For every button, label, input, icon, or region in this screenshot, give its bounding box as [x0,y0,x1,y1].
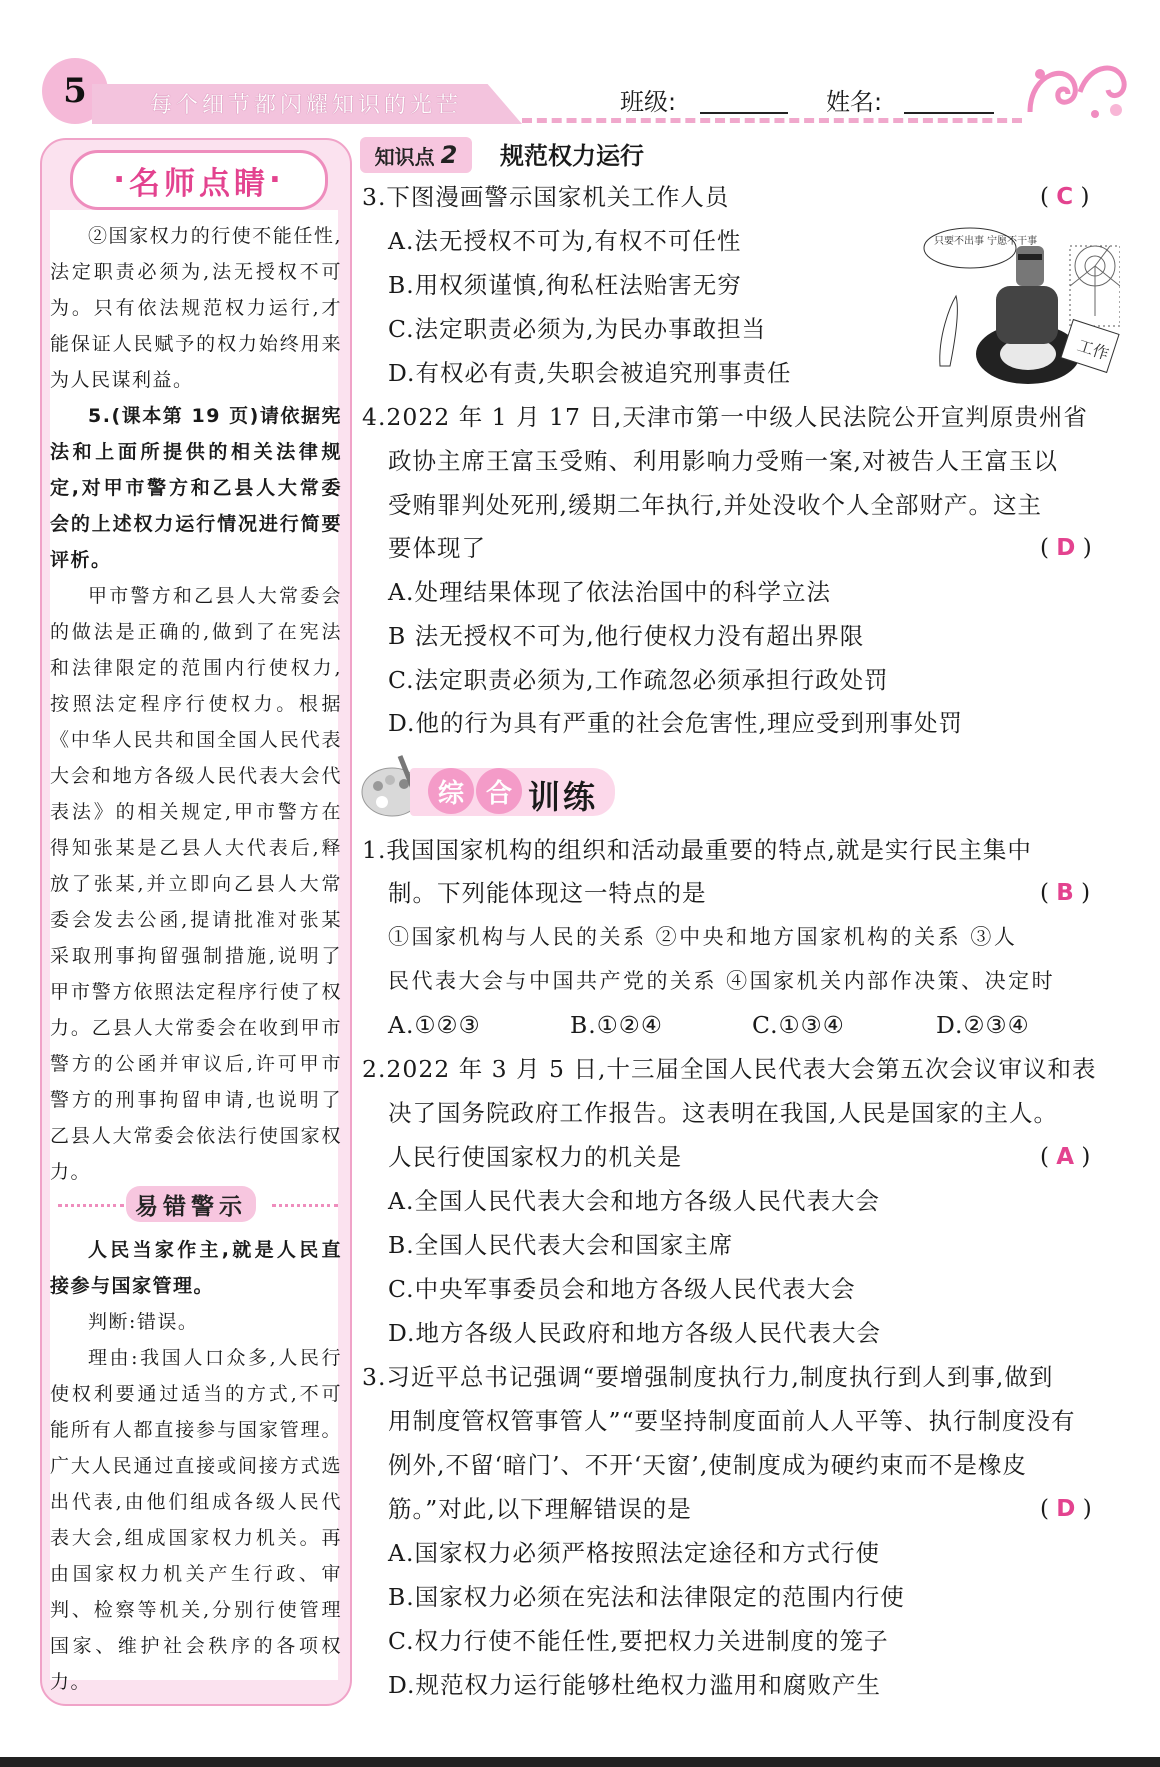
s3-line-4: 筋。”对此,以下理解错误的是 [388,1495,692,1523]
class-blank [700,112,788,114]
section-char-2: 合 [476,768,522,814]
cartoon-paper-text: 工作 [1074,335,1112,364]
q4-option-d: D.他的行为具有严重的社会危害性,理应受到刑事处罚 [388,709,963,737]
decorative-swirl-icon [1020,52,1130,126]
s1-line-3: ①国家机构与人民的关系 ②中央和地方国家机构的关系 ③人 [388,925,1018,949]
s3-option-b: B.国家权力必须在宪法和法律限定的范围内行使 [388,1583,905,1611]
header-slogan: 每个细节都闪耀知识的光芒 [150,93,463,118]
q3-answer: ( C ) [1040,184,1090,210]
s1-option-a: A.①②③ [388,1011,481,1039]
page-number: 5 [42,58,108,124]
teacher-tips-title: · 名师点睛 · [70,150,328,210]
section-title: 训练 [528,778,599,816]
s2-line-2: 决了国务院政府工作报告。这表明在我国,人民是国家的主人。 [388,1099,1058,1127]
s3-option-d: D.规范权力运行能够杜绝权力滥用和腐败产生 [388,1671,881,1699]
s3-line-1: 3.习近平总书记强调“要增强制度执行力,制度执行到人到事,做到 [362,1363,1054,1391]
class-label: 班级: [620,88,677,116]
s3-answer: ( D ) [1040,1496,1092,1522]
q4-option-c: C.法定职责必须为,工作疏忽必须承担行政处罚 [388,666,889,694]
q3-stem: 3.下图漫画警示国家机关工作人员 [362,183,730,211]
s1-option-d: D.②③④ [936,1011,1030,1039]
cartoon-speech-bubble: 只要不出事 宁愿不干事 [934,236,1038,247]
q4-line-4: 要体现了 [388,534,486,562]
s3-line-3: 例外,不留‘暗门’、不开‘天窗’,使制度成为硬约束而不是橡皮 [388,1451,1027,1479]
s2-option-c: C.中央军事委员会和地方各级人民代表大会 [388,1275,856,1303]
s1-answer: ( B ) [1040,880,1091,906]
question-5: 5.(课本第 19 页)请依据宪法和上面所提供的相关法律规定,对甲市警方和乙县人大常委会的上述权力运行情况进行简要评析。 [50,405,342,571]
warn-divider-right [272,1204,338,1207]
s1-option-c: C.①③④ [752,1011,845,1039]
mistake-judgement: 判断:错误。 [88,1311,199,1333]
q4-option-b: B 法无授权不可为,他行使权力没有超出界限 [388,622,865,650]
bottom-edge-bar [0,1757,1160,1767]
s3-option-c: C.权力行使不能任性,要把权力关进制度的笼子 [388,1627,889,1655]
s1-option-b: B.①②④ [570,1011,663,1039]
q4-option-a: A.处理结果体现了依法治国中的科学立法 [388,578,831,606]
section-char-1: 综 [428,768,474,814]
q3-option-b: B.用权须谨慎,徇私枉法贻害无穷 [388,271,742,299]
q3-option-c: C.法定职责必须为,为民办事敢担当 [388,315,767,343]
name-label: 姓名: [826,88,883,116]
q3-option-a: A.法无授权不可为,有权不可任性 [388,227,742,255]
s3-option-a: A.国家权力必须严格按照法定途径和方式行使 [388,1539,880,1567]
q4-line-1: 4.2022 年 1 月 17 日,天津市第一中级人民法院公开宣判原贵州省 [362,403,1088,431]
name-blank [904,112,994,114]
q3-option-d: D.有权必有责,失职会被追究刑事责任 [388,359,792,387]
s2-option-d: D.地方各级人民政府和地方各级人民代表大会 [388,1319,881,1347]
cartoon-illustration [920,226,1120,386]
knowledge-point-tag: 知识点 2 [360,137,472,173]
s2-line-3: 人民行使国家权力的机关是 [388,1143,682,1171]
question-5-answer: 甲市警方和乙县人大常委会的做法是正确的,做到了在宪法和法律限定的范围内行使权力,按照法定程序行使权力。根据《中华人民共和国全国人民代表大会和地方各级人民代表大会代表法》的相关规定,甲市警方在得知张某是乙县人大代表后,释放了张某,并立即向乙县人大常委会发去公函,提请批准对张某采取刑事拘留强制措施,说明了甲市警方依照法定程序行使了权力。乙县人大常委会在收到甲市警方的公函并审议后,许可甲市警方的刑事拘留申请,也说明了乙县人大常委会依法行使国家权力。 [50,585,342,1183]
s2-option-b: B.全国人民代表大会和国家主席 [388,1231,734,1259]
s2-answer: ( A ) [1040,1144,1091,1170]
s2-option-a: A.全国人民代表大会和地方各级人民代表大会 [388,1187,880,1215]
mistake-statement: 人民当家作主,就是人民直接参与国家管理。 [50,1239,342,1297]
s2-line-1: 2.2022 年 3 月 5 日,十三届全国人民代表大会第五次会议审议和表 [362,1055,1097,1083]
s1-line-1: 1.我国国家机构的组织和活动最重要的特点,就是实行民主集中 [362,836,1032,864]
s3-line-2: 用制度管权管事管人”“要坚持制度面前人人平等、执行制度没有 [388,1407,1076,1435]
q4-line-3: 受贿罪判处死刑,缓期二年执行,并处没收个人全部财产。这主 [388,491,1042,519]
warn-divider-left [58,1204,124,1207]
q4-line-2: 政协主席王富玉受贿、利用影响力受贿一案,对被告人王富玉以 [388,447,1058,475]
s1-line-2: 制。下列能体现这一特点的是 [388,879,707,907]
knowledge-point-title: 规范权力运行 [500,142,644,170]
mistake-reason: 理由:我国人口众多,人民行使权利要通过适当的方式,不可能所有人都直接参与国家管理。广大人民通过直接或间接方式选出代表,由他们组成各级人民代表大会,组成国家权力机关。再由国家权力机关产生行政、审判、检察等机关,分别行使管理国家、维护社会秩序的各项权力。 [50,1347,342,1693]
s1-line-4: 民代表大会与中国共产党的关系 ④国家机关内部作决策、决定时 [388,969,1056,993]
q4-answer: ( D ) [1040,535,1092,561]
common-mistake-title: 易错警示 [126,1186,256,1222]
header-dash-line [522,118,1022,123]
tips-paragraph: ②国家权力的行使不能任性,法定职责必须为,法无授权不可为。只有依法规范权力运行,才能保证人民赋予的权力始终用来为人民谋利益。 [50,225,342,391]
